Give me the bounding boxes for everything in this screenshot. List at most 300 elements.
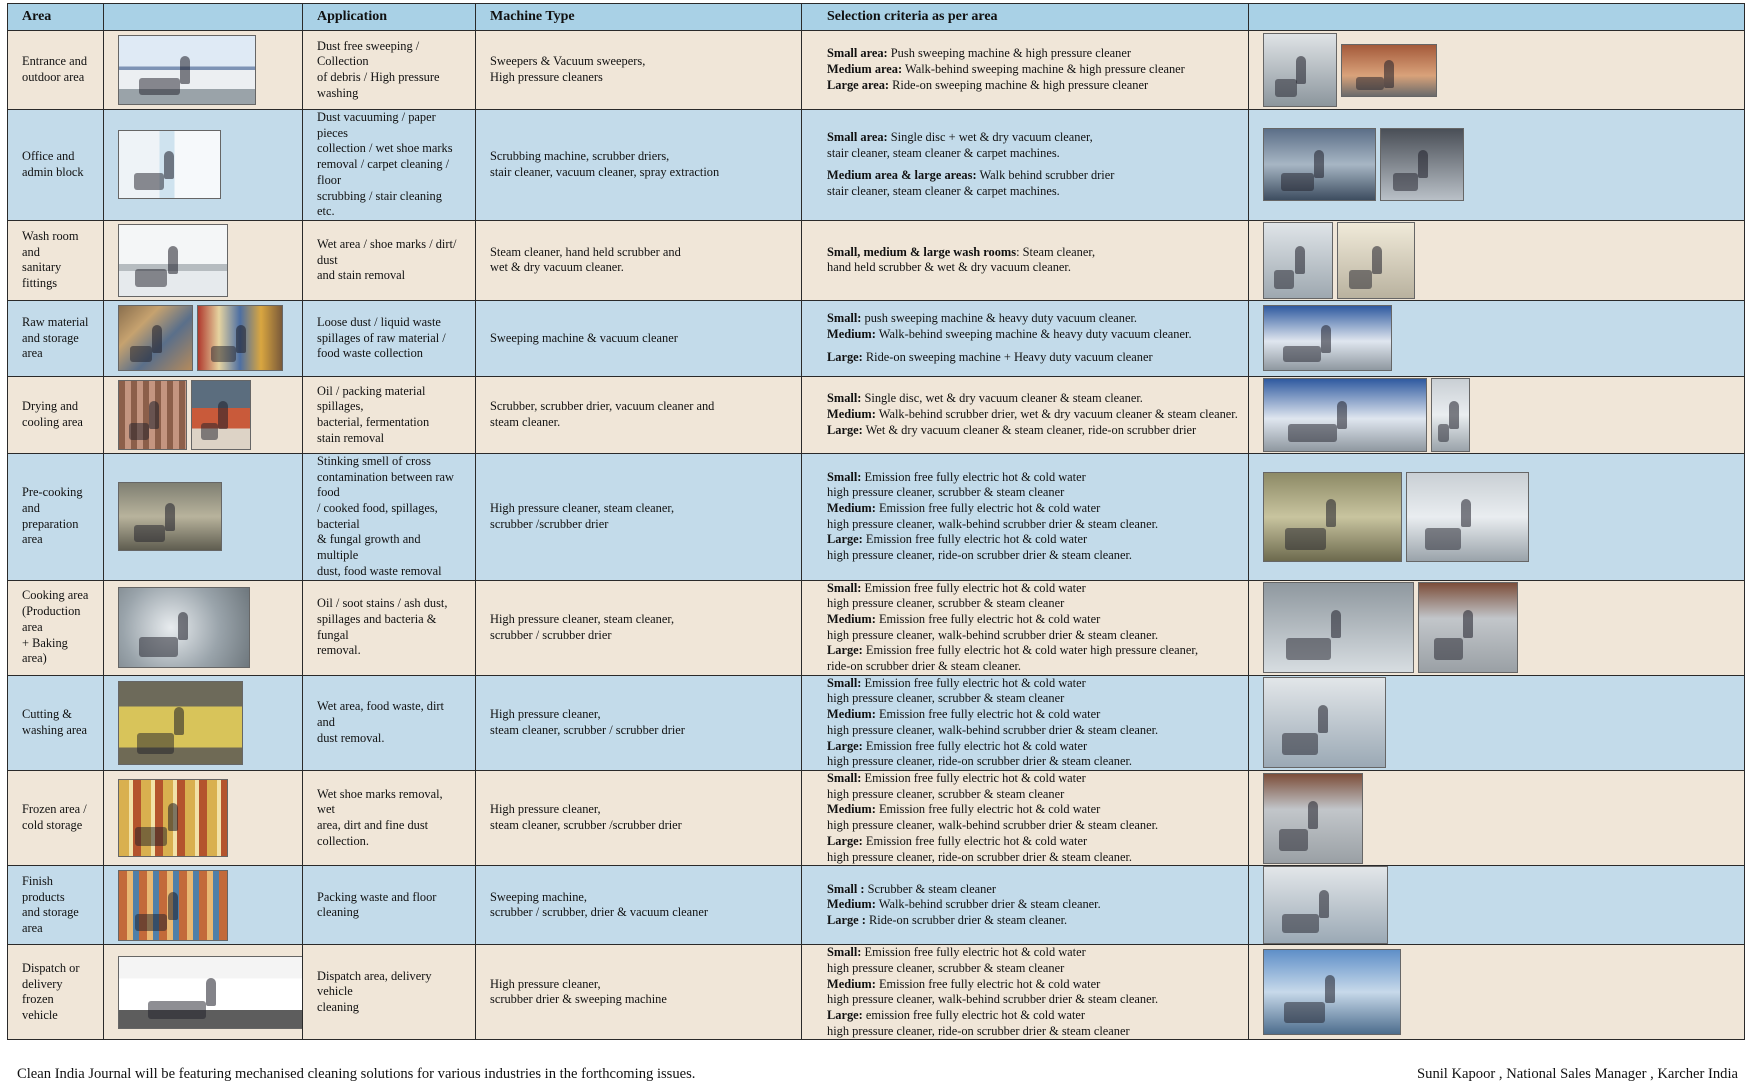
criteria-line xyxy=(827,771,1234,787)
freezer-aisle-photo xyxy=(118,779,228,857)
criteria-text: high pressure cleaner, walk-behind scrubber drier & steam cleaner. xyxy=(827,722,1159,737)
area-cell xyxy=(8,220,104,300)
criteria-text: Emission free fully electric hot & cold water xyxy=(875,707,1101,722)
application-line: spillages of raw material / xyxy=(317,330,446,345)
area-line: Pre-cooking and xyxy=(22,485,83,516)
criteria-text: Emission free fully electric hot & cold water xyxy=(875,611,1101,626)
area-photo-cell xyxy=(104,453,303,580)
criteria-size-label: Small: xyxy=(827,945,862,960)
criteria-text: Emission free fully electric hot & cold water xyxy=(861,945,1086,960)
criteria-size-label: Small: xyxy=(827,580,862,595)
machine-photo-cell xyxy=(1249,300,1745,376)
machine-type-cell xyxy=(476,453,802,580)
machine-photo-cell xyxy=(1249,866,1745,945)
area-photo-cell xyxy=(104,580,303,675)
criteria-text: high pressure cleaner, scrubber & steam cleaner xyxy=(827,485,1065,500)
area-line: + Baking area) xyxy=(22,635,68,666)
machine-type-line: Sweeping machine & vacuum cleaner xyxy=(490,330,678,345)
application-line: food waste collection xyxy=(317,346,423,361)
criteria-text: stair cleaner, steam cleaner & carpet machines. xyxy=(827,145,1060,160)
criteria-text: high pressure cleaner, walk-behind scrubber drier & steam cleaner. xyxy=(827,818,1159,833)
criteria-text: Emission free fully electric hot & cold water xyxy=(861,469,1086,484)
machine-type-line: scrubber /scrubber drier xyxy=(490,516,609,531)
application-line: Dust vacuuming / paper pieces xyxy=(317,110,436,140)
criteria-text: Walk-behind sweeping machine & heavy duty vacuum cleaner. xyxy=(875,327,1192,342)
criteria-text: push sweeping machine & heavy duty vacuum cleaner. xyxy=(861,311,1138,326)
criteria-size-label: Large: xyxy=(827,422,863,437)
application-line: dust, food waste removal xyxy=(317,563,442,578)
criteria-text: Emission free fully electric hot & cold water xyxy=(861,770,1086,785)
criteria-line xyxy=(827,1024,1234,1040)
criteria-line xyxy=(827,834,1234,850)
drying-racks-photo xyxy=(118,380,187,450)
area-line: (Production area xyxy=(22,604,81,634)
criteria-line xyxy=(827,913,1234,929)
criteria-text: high pressure cleaner, scrubber & steam cleaner xyxy=(827,960,1065,975)
application-line: collection / wet shoe marks xyxy=(317,141,453,156)
criteria-line xyxy=(827,897,1234,913)
criteria-line xyxy=(827,168,1234,184)
criteria-size-label: Medium: xyxy=(827,501,876,516)
selection-criteria-cell xyxy=(802,453,1249,580)
floor-scrubbing-photo xyxy=(1380,128,1464,201)
machine-type-cell xyxy=(476,31,802,110)
criteria-line xyxy=(827,676,1234,692)
supermarket-scrubber-photo xyxy=(1263,866,1388,944)
area-cell xyxy=(8,376,104,453)
area-photo-cell xyxy=(104,376,303,453)
criteria-line xyxy=(827,992,1234,1008)
application-line: & fungal growth and multiple xyxy=(317,532,421,563)
application-line: Dust free sweeping / Collection xyxy=(317,38,420,69)
application-line: area, dirt and fine dust collection. xyxy=(317,818,429,848)
criteria-line xyxy=(827,659,1234,675)
criteria-line xyxy=(827,977,1234,993)
criteria-size-label: Large : xyxy=(827,913,866,928)
application-line: cleaning xyxy=(317,1000,359,1015)
selection-criteria-cell xyxy=(802,945,1249,1040)
area-line: cooling area xyxy=(22,414,83,429)
criteria-line xyxy=(827,311,1234,327)
criteria-size-label: Large: xyxy=(827,532,863,547)
area-line: Wash room and xyxy=(22,229,79,259)
machine-photo-cell xyxy=(1249,31,1745,110)
area-cell xyxy=(8,675,104,770)
table-row xyxy=(8,580,1745,675)
criteria-line xyxy=(827,184,1234,200)
application-line: Packing waste and floor cleaning xyxy=(317,889,437,920)
area-line: Dispatch or xyxy=(22,960,80,975)
machine-type-line: Scrubbing machine, scrubber driers, xyxy=(490,149,670,164)
criteria-size-label: Large: xyxy=(827,1008,863,1023)
table-row xyxy=(8,220,1745,300)
machine-type-line: High pressure cleaner, xyxy=(490,802,601,817)
application-line: / cooked food, spillages, bacterial xyxy=(317,501,438,531)
application-line: and stain removal xyxy=(317,268,406,283)
criteria-text: Ride-on scrubber drier & steam cleaner. xyxy=(865,913,1068,928)
criteria-text: high pressure cleaner, ride-on scrubber drier & steam cleaner. xyxy=(827,849,1133,864)
application-line: Wet area / shoe marks / dirt/ dust xyxy=(317,236,457,267)
criteria-size-label: Large: xyxy=(827,643,863,658)
application-cell xyxy=(303,300,476,376)
criteria-size-label: Medium area & large areas: xyxy=(827,168,977,183)
machine-photo-cell xyxy=(1249,376,1745,453)
criteria-size-label: Small: xyxy=(827,391,862,406)
criteria-text: Emission free fully electric hot & cold water xyxy=(875,501,1101,516)
header-application: Application xyxy=(303,4,476,31)
pressure-washing-floor-photo xyxy=(1263,472,1402,562)
criteria-line xyxy=(827,260,1234,276)
area-photo-cell xyxy=(104,770,303,865)
worker-pressure-cleaner-photo xyxy=(1263,677,1386,768)
application-line: Stinking smell of cross xyxy=(317,453,431,468)
area-line: sanitary fittings xyxy=(22,260,62,291)
criteria-size-label: Small: xyxy=(827,311,862,326)
criteria-text: Push sweeping machine & high pressure cleaner xyxy=(887,46,1131,61)
criteria-size-label: Medium: xyxy=(827,897,876,912)
area-cell xyxy=(8,453,104,580)
criteria-line xyxy=(827,485,1234,501)
scrubber-drier-photo xyxy=(1263,128,1376,201)
criteria-size-label: Medium area: xyxy=(827,62,903,77)
machine-type-cell xyxy=(476,580,802,675)
area-line: Cutting & xyxy=(22,707,72,722)
area-photo-cell xyxy=(104,945,303,1040)
machine-type-cell xyxy=(476,945,802,1040)
table-row xyxy=(8,31,1745,110)
criteria-text: high pressure cleaner, ride-on scrubber drier & steam cleaner. xyxy=(827,754,1133,769)
criteria-line xyxy=(827,850,1234,866)
area-line: Cooking area xyxy=(22,588,89,603)
machine-type-cell xyxy=(476,220,802,300)
header-machine-photo xyxy=(1249,4,1745,31)
criteria-line xyxy=(827,787,1234,803)
criteria-line xyxy=(827,961,1234,977)
criteria-line xyxy=(827,245,1234,261)
table-row xyxy=(8,945,1745,1040)
steam-cleaning-equipment-photo xyxy=(1406,472,1529,562)
criteria-text: Emission free fully electric hot & cold water xyxy=(862,738,1088,753)
ride-on-scrubber-photo xyxy=(1263,378,1427,452)
footer-note: Clean India Journal will be featuring mechanised cleaning solutions for various industries in the forthcoming issues. xyxy=(17,1066,696,1082)
table-row xyxy=(8,300,1745,376)
machine-type-line: steam cleaner, scrubber /scrubber drier xyxy=(490,818,682,833)
machine-type-line: Sweepers & Vacuum sweepers, xyxy=(490,54,646,69)
criteria-line xyxy=(827,882,1234,898)
table-row xyxy=(8,675,1745,770)
steam-cleaner-photo xyxy=(1263,222,1333,299)
criteria-size-label: Large area: xyxy=(827,77,890,92)
criteria-size-label: Medium: xyxy=(827,327,876,342)
criteria-line xyxy=(827,643,1234,659)
criteria-size-label: Medium: xyxy=(827,407,876,422)
header-row xyxy=(8,4,1745,31)
criteria-line xyxy=(827,62,1234,78)
retail-storage-photo xyxy=(197,305,283,371)
area-photo-cell xyxy=(104,300,303,376)
machine-type-line: Scrubber, scrubber drier, vacuum cleaner and xyxy=(490,399,715,414)
machine-type-cell xyxy=(476,866,802,945)
area-photo-cell xyxy=(104,31,303,110)
machine-type-cell xyxy=(476,110,802,221)
area-line: Entrance and xyxy=(22,54,88,69)
table-row xyxy=(8,376,1745,453)
machine-type-line: scrubber drier & sweeping machine xyxy=(490,992,667,1007)
area-photo-cell xyxy=(104,110,303,221)
criteria-text: Walk-behind sweeping machine & high pressure cleaner xyxy=(902,62,1185,77)
area-cell xyxy=(8,866,104,945)
criteria-text: Ride-on sweeping machine + Heavy duty vacuum cleaner xyxy=(862,349,1153,364)
criteria-size-label: Medium: xyxy=(827,802,876,817)
food-processing-line-photo xyxy=(118,482,222,551)
machine-type-line: High pressure cleaner, steam cleaner, xyxy=(490,611,675,626)
upright-vacuum-photo xyxy=(1431,378,1470,452)
criteria-line xyxy=(827,628,1234,644)
application-line: removal. xyxy=(317,643,361,658)
criteria-line xyxy=(827,501,1234,517)
application-line: dust removal. xyxy=(317,730,385,745)
application-line: contamination between raw food xyxy=(317,469,454,500)
selection-criteria-cell xyxy=(802,110,1249,221)
area-line: and storage area xyxy=(22,905,79,935)
machine-photo-cell xyxy=(1249,675,1745,770)
criteria-text: : Steam cleaner, xyxy=(1016,244,1096,259)
header-machine-type: Machine Type xyxy=(476,4,802,31)
criteria-text: high pressure cleaner, scrubber & steam cleaner xyxy=(827,786,1065,801)
machine-type-cell xyxy=(476,770,802,865)
machine-type-line: stair cleaner, vacuum cleaner, spray extraction xyxy=(490,164,720,179)
application-line: Oil / packing material spillages, xyxy=(317,383,426,414)
application-line: Dispatch area, delivery vehicle xyxy=(317,968,432,999)
machine-type-line: steam cleaner. xyxy=(490,414,561,429)
criteria-line xyxy=(827,1008,1234,1024)
area-photo-cell xyxy=(104,220,303,300)
dispatch-washing-photo xyxy=(1263,949,1401,1035)
application-cell xyxy=(303,945,476,1040)
application-line: stain removal xyxy=(317,430,385,445)
selection-criteria-cell xyxy=(802,770,1249,865)
application-cell xyxy=(303,866,476,945)
application-line: Wet area, food waste, dirt and xyxy=(317,699,444,730)
area-line: Office and xyxy=(22,149,75,164)
application-cell xyxy=(303,770,476,865)
criteria-line xyxy=(827,327,1234,343)
criteria-gap xyxy=(827,343,1234,350)
criteria-size-label: Large: xyxy=(827,738,863,753)
application-line: removal / carpet cleaning / floor xyxy=(317,157,450,187)
criteria-size-label: Small: xyxy=(827,469,862,484)
criteria-text: high pressure cleaner, walk-behind scrubber drier & steam cleaner. xyxy=(827,992,1159,1007)
cold-room-cleaning-photo xyxy=(1263,773,1363,864)
application-line: Loose dust / liquid waste xyxy=(317,314,441,329)
application-cell xyxy=(303,376,476,453)
vacuum-cleaner-photo xyxy=(1337,222,1415,299)
machine-photo-cell xyxy=(1249,453,1745,580)
criteria-line xyxy=(827,581,1234,597)
machine-type-line: High pressure cleaner, xyxy=(490,707,601,722)
criteria-text: Single disc, wet & dry vacuum cleaner & steam cleaner. xyxy=(861,391,1143,406)
area-line: Raw material xyxy=(22,314,89,329)
criteria-line xyxy=(827,945,1234,961)
kitchen-cleaning-photo xyxy=(1263,582,1414,673)
criteria-line xyxy=(827,691,1234,707)
criteria-text: Emission free fully electric hot & cold water xyxy=(861,675,1086,690)
criteria-gap xyxy=(827,161,1234,168)
criteria-line xyxy=(827,517,1234,533)
machine-type-line: High pressure cleaner, xyxy=(490,976,601,991)
high-pressure-cleaner-photo xyxy=(1341,44,1437,97)
machine-type-line: steam cleaner, scrubber / scrubber drier xyxy=(490,722,685,737)
criteria-text: Walk-behind scrubber drier, wet & dry vacuum cleaner & steam cleaner. xyxy=(875,407,1238,422)
criteria-text: emission free fully electric hot & cold water xyxy=(862,1008,1086,1023)
area-line: delivery frozen xyxy=(22,976,63,1007)
table-row xyxy=(8,770,1745,865)
application-cell xyxy=(303,453,476,580)
area-line: outdoor area xyxy=(22,70,85,84)
area-line: Drying and xyxy=(22,399,79,414)
machine-type-line: wet & dry vacuum cleaner. xyxy=(490,260,624,275)
criteria-text: Emission free fully electric hot & cold water xyxy=(862,532,1088,547)
criteria-text: stair cleaner, steam cleaner & carpet machines. xyxy=(827,184,1060,199)
criteria-line xyxy=(827,407,1238,423)
criteria-text: high pressure cleaner, ride-on scrubber drier & steam cleaner xyxy=(827,1023,1130,1038)
area-line: admin block xyxy=(22,164,84,179)
criteria-text: high pressure cleaner, scrubber & steam cleaner xyxy=(827,596,1065,611)
finished-goods-racks-photo xyxy=(118,870,228,941)
application-cell xyxy=(303,580,476,675)
selection-criteria-cell xyxy=(802,580,1249,675)
machine-photo-cell xyxy=(1249,580,1745,675)
criteria-line xyxy=(827,596,1234,612)
application-line: of debris / High pressure washing xyxy=(317,70,440,100)
machine-type-cell xyxy=(476,300,802,376)
criteria-text: Emission free fully electric hot & cold water xyxy=(861,580,1086,595)
criteria-line xyxy=(827,548,1234,564)
cooling-room-photo xyxy=(191,380,251,450)
area-line: vehicle xyxy=(22,1008,58,1023)
machine-photo-cell xyxy=(1249,110,1745,221)
criteria-size-label: Small : xyxy=(827,881,865,896)
header-area: Area xyxy=(8,4,104,31)
factory-building-photo xyxy=(118,35,256,105)
criteria-text: Wet & dry vacuum cleaner & steam cleaner, ride-on scrubber drier xyxy=(862,422,1197,437)
cleaning-selection-table xyxy=(7,3,1745,1040)
criteria-text: Single disc + wet & dry vacuum cleaner, xyxy=(887,130,1093,145)
application-cell xyxy=(303,110,476,221)
push-sweeper-photo xyxy=(1263,305,1392,371)
application-cell xyxy=(303,220,476,300)
criteria-text: Emission free fully electric hot & cold water xyxy=(862,833,1088,848)
criteria-line xyxy=(827,78,1234,94)
criteria-size-label: Small area: xyxy=(827,46,888,61)
table-row xyxy=(8,453,1745,580)
office-interior-photo xyxy=(118,130,221,199)
criteria-line xyxy=(827,707,1234,723)
washroom-photo xyxy=(118,224,228,297)
area-photo-cell xyxy=(104,675,303,770)
footer-author: Sunil Kapoor , National Sales Manager , Karcher India xyxy=(1417,1066,1738,1082)
criteria-size-label: Small, medium & large wash rooms xyxy=(827,244,1017,259)
criteria-line xyxy=(827,532,1234,548)
machine-photo-cell xyxy=(1249,220,1745,300)
machine-type-line: scrubber / scrubber, drier & vacuum cleaner xyxy=(490,905,708,920)
machine-photo-cell xyxy=(1249,770,1745,865)
criteria-size-label: Small: xyxy=(827,770,862,785)
criteria-line xyxy=(827,754,1234,770)
criteria-text: Emission free fully electric hot & cold water xyxy=(875,802,1101,817)
criteria-line xyxy=(827,723,1234,739)
criteria-line xyxy=(827,818,1234,834)
machine-photo-cell xyxy=(1249,945,1745,1040)
criteria-size-label: Large: xyxy=(827,833,863,848)
criteria-line xyxy=(827,612,1234,628)
application-line: spillages and bacteria & fungal xyxy=(317,611,437,642)
criteria-line xyxy=(827,739,1234,755)
table-row xyxy=(8,110,1745,221)
criteria-text: high pressure cleaner, scrubber & steam cleaner xyxy=(827,691,1065,706)
application-line: bacterial, fermentation xyxy=(317,414,430,429)
criteria-text: Scrubber & steam cleaner xyxy=(864,881,996,896)
area-line: and storage area xyxy=(22,330,79,361)
criteria-text: Emission free fully electric hot & cold water high pressure cleaner, xyxy=(862,643,1199,658)
criteria-size-label: Medium: xyxy=(827,707,876,722)
criteria-line xyxy=(827,46,1234,62)
area-cell xyxy=(8,580,104,675)
delivery-trucks-photo xyxy=(118,956,303,1029)
criteria-line xyxy=(827,130,1234,146)
machine-type-line: Steam cleaner, hand held scrubber and xyxy=(490,244,681,259)
area-cell xyxy=(8,300,104,376)
application-line: Wet shoe marks removal, wet xyxy=(317,786,443,817)
criteria-text: high pressure cleaner, ride-on scrubber drier & steam cleaner. xyxy=(827,548,1133,563)
criteria-text: Emission free fully electric hot & cold water xyxy=(875,976,1101,991)
cooking-vessels-photo xyxy=(118,587,250,668)
area-line: Frozen area / xyxy=(22,802,87,817)
criteria-size-label: Large: xyxy=(827,349,863,364)
criteria-text: Ride-on sweeping machine & high pressure cleaner xyxy=(889,77,1149,92)
machine-type-line: scrubber / scrubber drier xyxy=(490,627,612,642)
criteria-line xyxy=(827,146,1234,162)
machine-type-cell xyxy=(476,675,802,770)
criteria-size-label: Small area: xyxy=(827,130,888,145)
kettle-cleaning-photo xyxy=(1418,582,1518,673)
application-cell xyxy=(303,31,476,110)
cutting-conveyor-photo xyxy=(118,681,243,765)
criteria-line xyxy=(827,350,1234,366)
machine-type-line: Sweeping machine, xyxy=(490,889,588,904)
header-area-photo xyxy=(104,4,303,31)
area-line: Finish products xyxy=(22,873,65,904)
criteria-text: ride-on scrubber drier & steam cleaner. xyxy=(827,659,1022,674)
criteria-size-label: Medium: xyxy=(827,976,876,991)
selection-criteria-cell xyxy=(802,866,1249,945)
criteria-text: Walk behind scrubber drier xyxy=(976,168,1115,183)
area-line: cold storage xyxy=(22,818,83,833)
criteria-text: high pressure cleaner, walk-behind scrubber drier & steam cleaner. xyxy=(827,627,1159,642)
warehouse-stock-photo xyxy=(118,305,193,371)
area-cell xyxy=(8,110,104,221)
criteria-line xyxy=(827,423,1234,439)
ride-on-sweeper-photo xyxy=(1263,33,1337,107)
selection-criteria-cell xyxy=(802,675,1249,770)
machine-type-cell xyxy=(476,376,802,453)
area-cell xyxy=(8,945,104,1040)
header-selection-criteria: Selection criteria as per area xyxy=(802,4,1249,31)
criteria-line xyxy=(827,470,1234,486)
selection-criteria-cell xyxy=(802,31,1249,110)
area-cell xyxy=(8,31,104,110)
selection-criteria-cell xyxy=(802,376,1249,453)
